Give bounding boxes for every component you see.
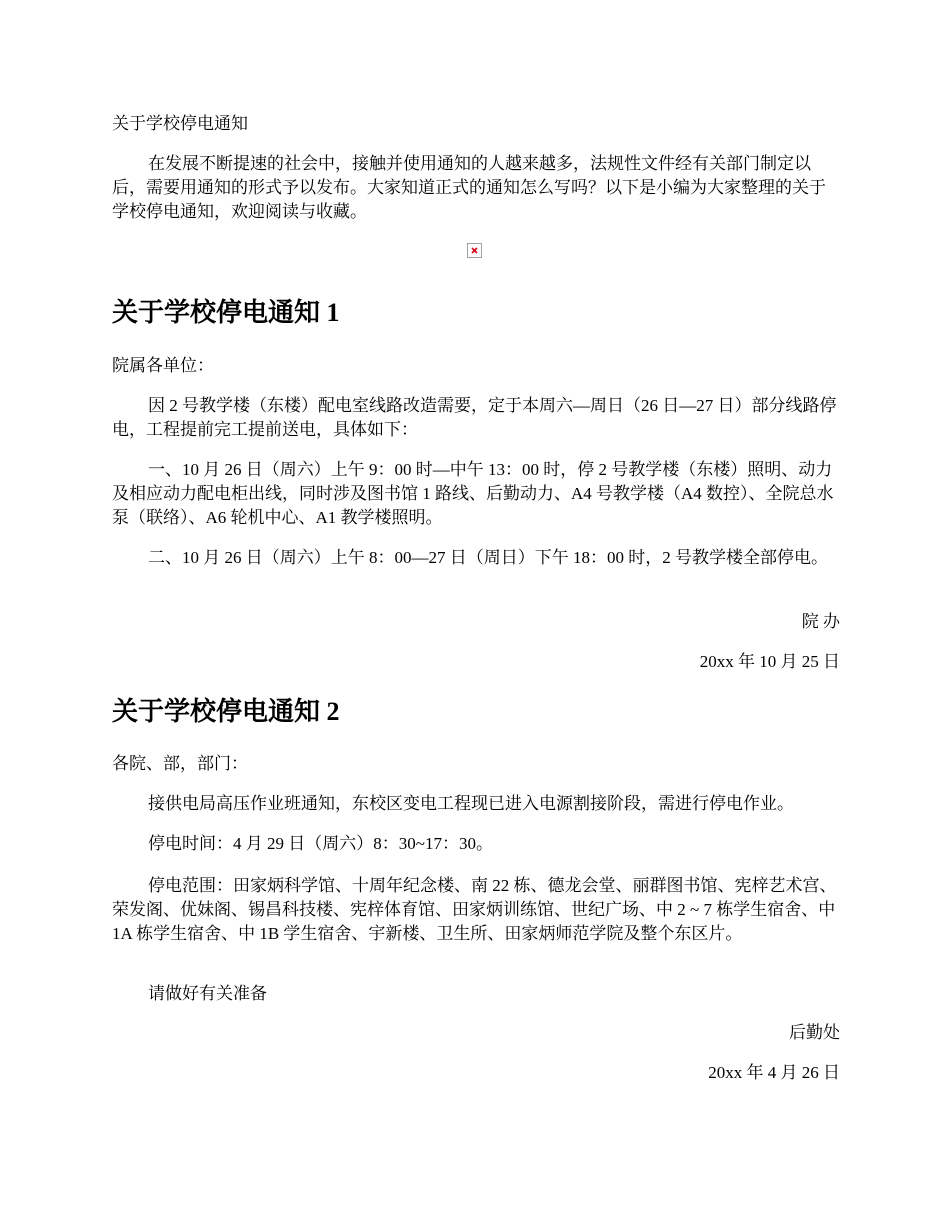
notice2-paragraph-3: 停电范围：田家炳科学馆、十周年纪念楼、南 22 栋、德龙会堂、丽群图书馆、宪梓艺术宫、荣发阁、优妹阁、锡昌科技楼、宪梓体育馆、田家炳训练馆、世纪广场、中 2 ~ 7 栋学生宿舍、中 1A 栋学生宿舍、中 1B 学生宿舍、宇新楼、卫生所、田家炳师范学院及整个东区片。 bbox=[112, 876, 837, 943]
notice1-heading: 关于学校停电通知 1 bbox=[112, 298, 340, 327]
notice2-heading: 关于学校停电通知 2 bbox=[112, 697, 340, 726]
notice2-paragraph-2: 停电时间：4 月 29 日（周六）8：30~17：30。 bbox=[148, 834, 493, 853]
broken-image-icon bbox=[467, 243, 482, 258]
intro-paragraph: 在发展不断提速的社会中，接触并使用通知的人越来越多，法规性文件经有关部门制定以后，需要用通知的形式予以发布。大家知道正式的通知怎么写吗？以下是小编为大家整理的关于学校停电通知，欢迎阅读与收藏。 bbox=[112, 154, 826, 221]
notice2-paragraph-4: 请做好有关准备 bbox=[148, 984, 267, 1003]
notice2-paragraph-1: 接供电局高压作业班通知，东校区变电工程现已进入电源割接阶段，需进行停电作业。 bbox=[148, 794, 794, 813]
document-title: 关于学校停电通知 bbox=[112, 114, 248, 133]
notice1-paragraph-1: 因 2 号教学楼（东楼）配电室线路改造需要，定于本周六—周日（26 日—27 日）部分线路停电，工程提前完工提前送电，具体如下： bbox=[112, 396, 837, 439]
notice1-date: 20xx 年 10 月 25 日 bbox=[699, 652, 840, 671]
notice2-signature: 后勤处 bbox=[789, 1023, 840, 1042]
notice1-salutation: 院属各单位： bbox=[112, 356, 214, 375]
notice1-paragraph-3: 二、10 月 26 日（周六）上午 8：00—27 日（周日）下午 18：00 时，2 号教学楼全部停电。 bbox=[148, 548, 828, 567]
notice1-paragraph-2: 一、10 月 26 日（周六）上午 9：00 时—中午 13：00 时，停 2 号教学楼（东楼）照明、动力及相应动力配电柜出线，同时涉及图书馆 1 路线、后勤动力、A4 号教学楼（A4 数控）、全院总水泵（联络）、A6 轮机中心、A1 教学楼照明。 bbox=[112, 460, 834, 527]
notice1-signature: 院 办 bbox=[801, 612, 840, 631]
notice2-salutation: 各院、部，部门： bbox=[112, 754, 248, 773]
notice2-date: 20xx 年 4 月 26 日 bbox=[708, 1063, 840, 1082]
